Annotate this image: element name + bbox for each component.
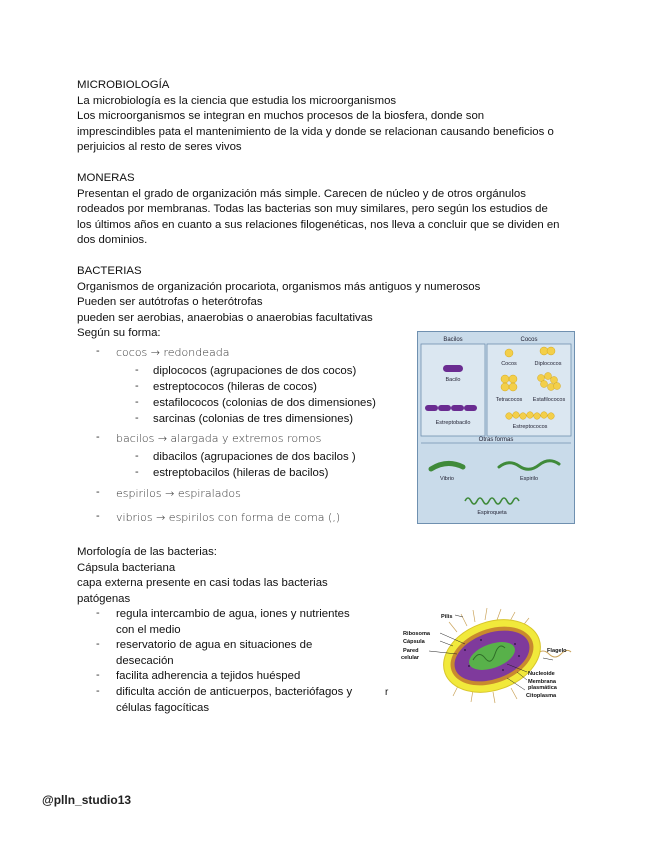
bacilos-header: Bacilos	[443, 337, 463, 343]
stray-char: r	[385, 687, 389, 698]
list-dash: -	[135, 412, 139, 424]
bacilos-sub-item: estreptobacilos (hileras de bacilos)	[153, 467, 329, 479]
intro-line: imprescindibles pata el mantenimiento de la vida y donde se relacionan causando beneficios o	[77, 125, 554, 138]
tetracocos-label: Tetracocos	[495, 397, 523, 403]
cocos-header: Cocos	[520, 337, 538, 343]
list-dash: -	[135, 396, 139, 408]
intro-line: perjuicios al resto de seres vivos	[77, 141, 242, 154]
shape-bacilos: bacilos → alargada y extremos romos	[116, 432, 322, 445]
morfologia-title: Morfología de las bacterias:	[77, 546, 217, 558]
author-watermark: @plln_studio13	[42, 793, 132, 807]
list-dash: -	[96, 685, 100, 697]
list-dash: -	[96, 431, 100, 443]
list-dash: -	[135, 380, 139, 392]
bacteria-shapes-figure	[417, 331, 575, 524]
bacterias-title: BACTERIAS	[77, 265, 142, 277]
capsula-function: reservatorio de agua en situaciones de	[116, 639, 313, 651]
bacterias-line: Según su forma:	[77, 327, 161, 340]
vibrio-label: Vibrio	[440, 476, 454, 482]
moneras-line: los últimos años en cuanto a sus relaciones filogenéticas, nos lleva a concluir que se dividen en	[77, 218, 560, 231]
capsula-function: facilita adherencia a tejidos huésped	[116, 670, 301, 682]
list-dash: -	[135, 450, 139, 462]
list-dash: -	[135, 364, 139, 376]
moneras-line: dos dominios.	[77, 234, 148, 247]
capsula-function: regula intercambio de agua, iones y nutrientes	[116, 608, 350, 620]
list-dash: -	[96, 607, 100, 619]
estreptococos-label: Estreptococos	[512, 424, 548, 430]
intro-title: MICROBIOLOGÍA	[77, 79, 170, 91]
capsula-desc: patógenas	[77, 592, 131, 605]
cocos-sub-item: diplococos (agrupaciones de dos cocos)	[153, 365, 357, 377]
otras-formas-header: Otras formas	[478, 437, 514, 443]
cocos-label: Cocos	[501, 361, 517, 367]
estreptobacilo-label: Estreptobacilo	[435, 420, 471, 426]
cocos-sub-item: sarcinas (colonias de tres dimensiones)	[153, 413, 354, 425]
nucleoide-label: Nucleoide	[528, 671, 555, 677]
shape-cocos: cocos → redondeada	[116, 346, 230, 359]
estafilococos-label: Estafilococos	[532, 397, 566, 403]
espirilo-label: Espirilo	[519, 476, 539, 482]
bacilo-label: Bacilo	[445, 377, 461, 383]
cocos-sub-item: estreptococos (hileras de cocos)	[153, 381, 317, 393]
capsula-function: desecación	[116, 655, 174, 667]
bacterial-cell-figure	[397, 604, 575, 706]
intro-line: La microbiología es la ciencia que estudia los microorganismos	[77, 94, 397, 107]
citoplasma-label: Citoplasma	[526, 693, 557, 699]
moneras-section	[77, 171, 577, 249]
plasmatica-label: plasmática	[528, 685, 557, 691]
list-dash: -	[96, 486, 100, 498]
moneras-line: rodeados por membranas. Todas las bacterias son muy similares, pero según los estudios de	[77, 203, 548, 216]
cocos-sub-item: estafilococos (colonias de dos dimensiones)	[153, 397, 376, 409]
moneras-line: Presentan el grado de organización más simple. Carecen de núcleo y de otros orgánulos	[77, 187, 526, 200]
bacillus-icon	[443, 365, 463, 372]
bacterias-line: pueden ser aerobias, anaerobias o anaerobias facultativas	[77, 311, 373, 324]
coccus-icon	[505, 349, 513, 357]
flagelo-label: Flagelo	[547, 648, 567, 654]
moneras-title: MONERAS	[77, 172, 135, 184]
bacterias-line: Organismos de organización procariota, organismos más antiguos y numerosos	[77, 280, 481, 293]
membrana-label: Membrana	[528, 679, 556, 685]
capsula-desc: capa externa presente en casi todas las bacterias	[77, 577, 328, 590]
bacterias-line: Pueden ser autótrofas o heterótrofas	[77, 296, 263, 309]
list-dash: -	[135, 466, 139, 478]
ribosoma-label: Ribosoma	[403, 631, 431, 637]
intro-section	[77, 78, 577, 156]
list-dash: -	[96, 638, 100, 650]
bacilos-sub-item: dibacilos (agrupaciones de dos bacilos )	[153, 451, 356, 463]
capsula-function: con el medio	[116, 624, 181, 636]
morfologia-section	[77, 545, 397, 607]
diplococos-label: Diplococos	[534, 361, 562, 367]
list-dash: -	[96, 669, 100, 681]
capsula-function: dificulta acción de anticuerpos, bacteriófagos y	[116, 686, 353, 698]
capsula-label: Cápsula	[403, 639, 425, 645]
capsula-function: células fagocíticas	[116, 702, 210, 714]
capsula-title: Cápsula bacteriana	[77, 561, 176, 574]
shape-vibrios: vibrios → espirilos con forma de coma (,)	[116, 511, 341, 524]
list-dash: -	[96, 510, 100, 522]
intro-line: Los microorganismos se integran en muchos procesos de la biosfera, donde son	[77, 110, 485, 123]
espiroqueta-label: Espiroqueta	[477, 510, 507, 516]
shape-espirilos: espirilos → espiralados	[116, 487, 241, 500]
pared-label: Pared	[403, 648, 419, 654]
pilis-label: Pilis	[441, 614, 453, 620]
list-dash: -	[96, 345, 100, 357]
celular-label: celular	[401, 655, 420, 661]
